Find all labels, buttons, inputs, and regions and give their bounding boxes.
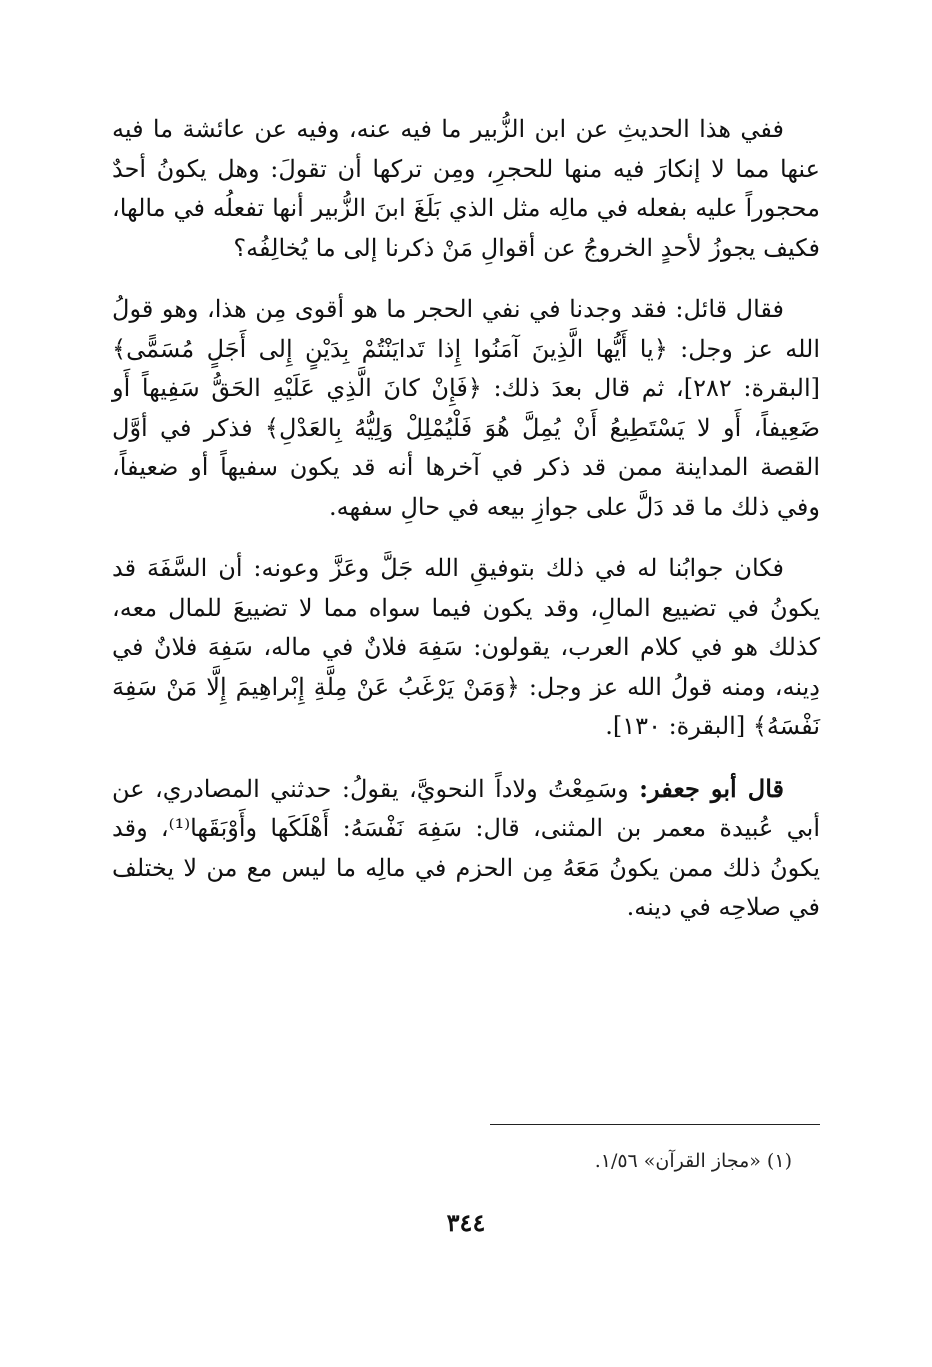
- main-text: [112, 110, 820, 950]
- paragraph-2: فقال قائل: فقد وجدنا في نفي الحجر ما هو أقوى مِن هذا، وهو قولُ الله عز وجل: ﴿يا أَيُّها الَّذِينَ آمَنُوا إِذا تَدايَنْتُمْ بِدَيْنٍ إِلى أَجَلٍ مُسَمًّى﴾ [البقرة: ٢٨٢]، ثم قال بعدَ ذلك: ﴿فَإِنْ كانَ الَّذِي عَلَيْهِ الحَقُّ سَفِيهاً أَو ضَعِيفاً، أَو لا يَسْتَطِيعُ أَنْ يُمِلَّ هُوَ فَلْيُمْلِلْ وَلِيُّهُ بِالعَدْلِ﴾ فذكر في أوَّل القصة المداينة ممن قد ذكر في آخرها أنه قد يكون سفيهاً أو ضعيفاً، وفي ذلك ما قد دَلَّ على جوازِ بيعه في حالِ سفهه.: [112, 295, 820, 521]
- paragraph-4: [112, 769, 820, 928]
- speaker-label: قال أبو جعفر:: [639, 773, 784, 803]
- page-number: ٣٤٤: [446, 1208, 486, 1237]
- footnote-divider: [490, 1124, 820, 1125]
- paragraph-4-text: وسَمِعْتُ ولاداً النحويَّ، يقولُ: حدثني المصادري، عن أبي عُبيدة معمر بن المثنى، قال: سَفِهَ نَفْسَهُ: أَهْلَكَها وأَوْبَقَها⁽¹⁾، وقد يكونُ ذلك ممن يكونُ مَعَهُ مِن الحزم في مالِه ما ليس مع من لا يختلف في صلاحِه في دينه.: [112, 774, 820, 921]
- footnote: (١) «مجاز القرآن» ١/٥٦.: [594, 1150, 792, 1172]
- paragraph-3: فكان جوابُنا له في ذلك بتوفيقِ الله جَلَّ وعَزَّ وعونه: أن السَّفَهَ قد يكونُ في تضييع المالِ، وقد يكون فيما سواه مما لا تضييعَ للمال معه، كذلك هو في كلام العرب، يقولون: سَفِهَ فلانٌ في ماله، سَفِهَ فلانٌ في دِينه، ومنه قولُ الله عز وجل: ﴿وَمَنْ يَرْغَبُ عَنْ مِلَّةِ إِبْراهِيمَ إِلَّا مَنْ سَفِهَ نَفْسَهُ﴾ [البقرة: ١٣٠].: [112, 554, 820, 740]
- paragraph-1: ففي هذا الحديثِ عن ابن الزُّبير ما فيه عنه، وفيه عن عائشة ما فيه عنها مما لا إنكارَ فيه منها للحجرِ، ومِن تركها أن تقولَ: وهل يكونُ أحدٌ محجوراً عليه بفعله في مالِه مثل الذي بَلَغَ ابنَ الزُّبير أنها تفعلُه في مالها، فكيف يجوزُ لأحدٍ الخروجُ عن أقوالِ مَنْ ذكرنا إلى ما يُخالِفُه؟: [112, 115, 820, 262]
